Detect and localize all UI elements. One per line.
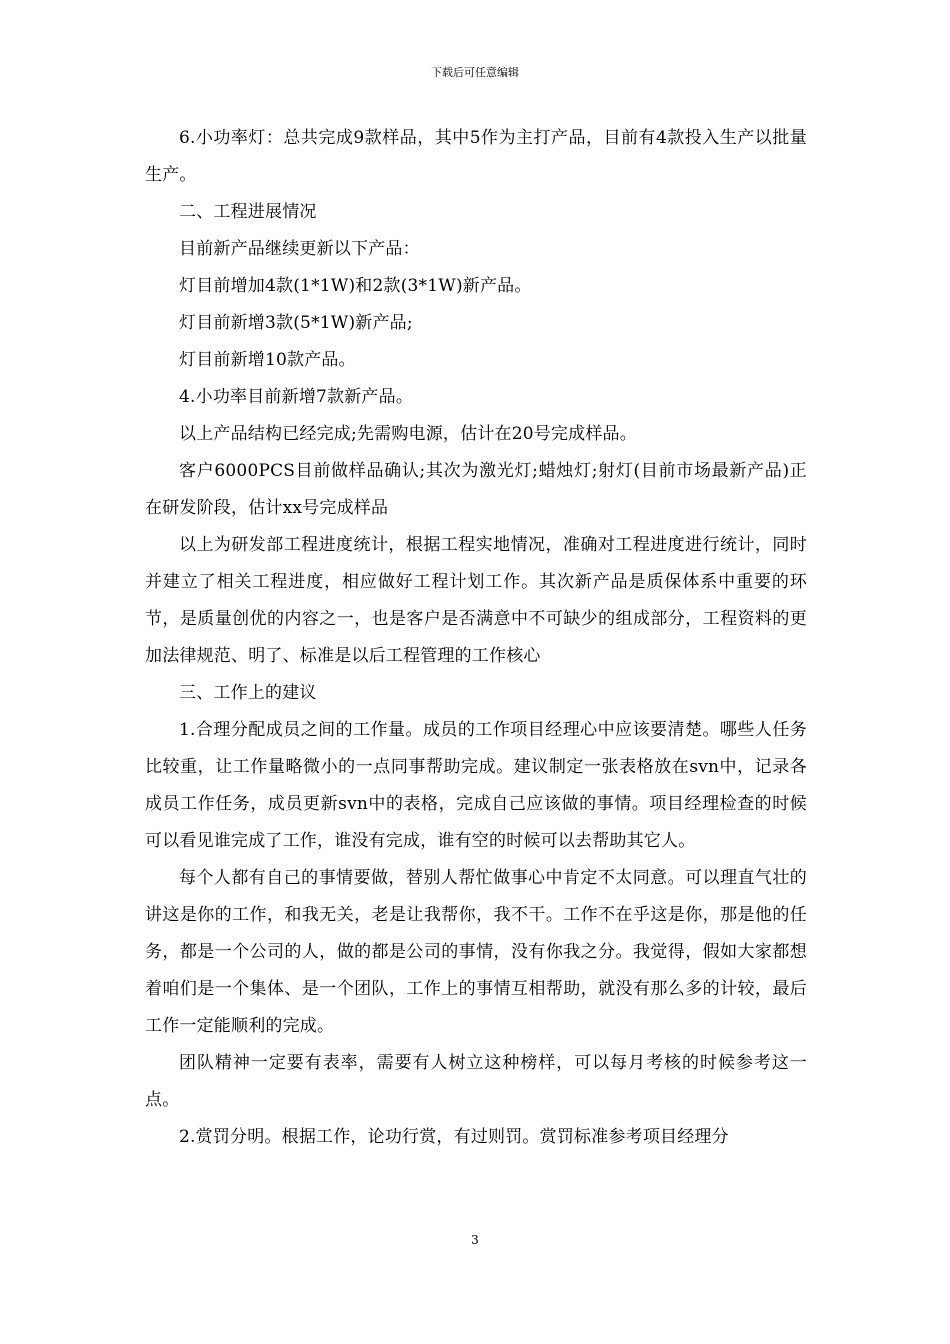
section-heading-engineering-progress: 二、工程进展情况 [179, 202, 317, 222]
paragraph-rd-statistics: 以上为研发部工程进度统计，根据工程实地情况，准确对工程进度进行统计，同时并建立了相关工程进度，相应做好工程计划工作。其次新产品是质保体系中重要的环节，是质量创优的内容之一，也是客户是否满意中不可缺少的组成部分，工程资料的更加法律规范、明了、标准是以后工程管理的工作核心 [145, 535, 807, 666]
paragraph-small-power-lamp: 6.小功率灯：总共完成9款样品，其中5作为主打产品，目前有4款投入生产以批量生产。 [145, 128, 807, 185]
paragraph-rewards-penalties: 2.赏罚分明。根据工作，论功行赏，有过则罚。赏罚标准参考项目经理分 [179, 1127, 729, 1147]
paragraph-lamp-10: 灯目前新增10款产品。 [179, 350, 356, 370]
paragraph-team-spirit: 团队精神一定要有表率，需要有人树立这种榜样，可以每月考核的时候参考这一点。 [145, 1053, 807, 1110]
page-number: 3 [471, 1233, 479, 1247]
paragraph-new-products-intro: 目前新产品继续更新以下产品： [179, 239, 420, 259]
paragraph-customer-samples: 客户6000PCS目前做样品确认;其次为激光灯;蜡烛灯;射灯(目前市场最新产品)正在研发阶段，估计xx号完成样品 [145, 461, 807, 518]
paragraph-teamwork: 每个人都有自己的事情要做，替别人帮忙做事心中肯定不太同意。可以理直气壮的讲这是你的工作，和我无关，老是让我帮你，我不干。工作不在乎这是你，那是他的任务，都是一个公司的人，做的都是公司的事情，没有你我之分。我觉得，假如大家都想着咱们是一个集体、是一个团队，工作上的事情互相帮助，就没有那么多的计较，最后工作一定能顺利的完成。 [145, 868, 807, 1036]
document-body [145, 120, 807, 1156]
paragraph-lamp-3: 灯目前新增3款(5*1W)新产品; [179, 313, 413, 333]
paragraph-lamp-4-and-2: 灯目前增加4款(1*1W)和2款(3*1W)新产品。 [179, 276, 532, 296]
page-header: 下载后可任意编辑 [431, 66, 519, 79]
paragraph-small-power-7: 4.小功率目前新增7款新产品。 [179, 387, 414, 407]
paragraph-structure-complete: 以上产品结构已经完成;先需购电源，估计在20号完成样品。 [179, 424, 637, 444]
paragraph-workload-distribution: 1.合理分配成员之间的工作量。成员的工作项目经理心中应该要清楚。哪些人任务比较重，让工作量略微小的一点同事帮助完成。建议制定一张表格放在svn中，记录各成员工作任务，成员更新svn中的表格，完成自己应该做的事情。项目经理检查的时候可以看见谁完成了工作，谁没有完成，谁有空的时候可以去帮助其它人。 [145, 720, 807, 851]
section-heading-work-suggestions: 三、工作上的建议 [179, 683, 317, 703]
